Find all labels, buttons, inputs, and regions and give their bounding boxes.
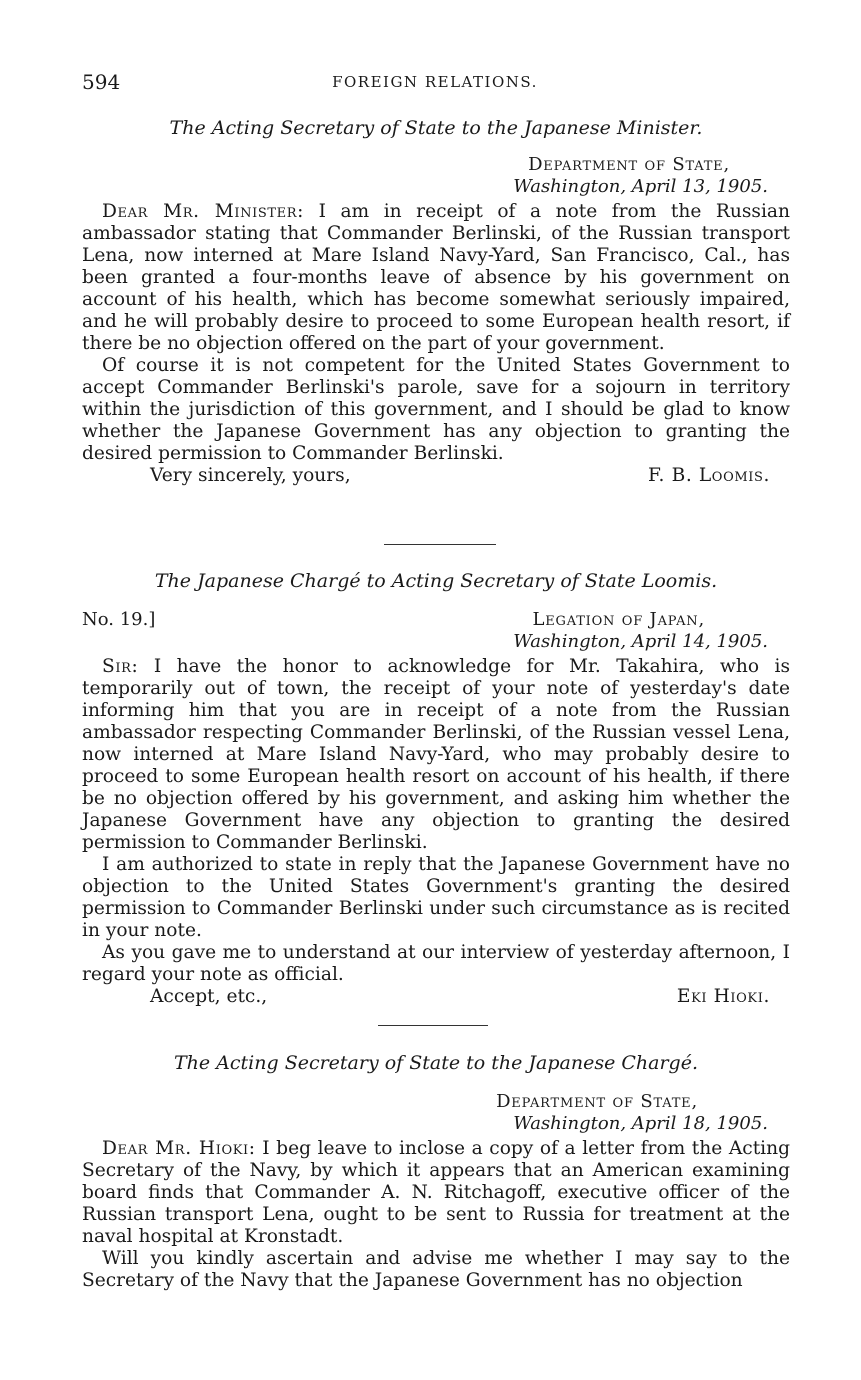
paragraph: Of course it is not competent for the United States Government to accept Commander Berlinski's parole, save for a sojourn in territory within the jurisdiction of this government, and I should be glad to know whether the Japanese Government has any objection to granting the desired permission to Commander Berlinski.: [82, 355, 790, 464]
running-title: FOREIGN RELATIONS.: [332, 73, 538, 91]
sender-line: Department of State,: [528, 154, 730, 175]
date-row: [82, 1113, 790, 1135]
place-date: Washington, April 18, 1905.: [513, 1113, 768, 1134]
date-row: [82, 176, 790, 198]
separator-rule: [384, 544, 496, 545]
paragraph-text: I beg leave to inclose a copy of a letter from the Acting Secretary of the Navy, by which it appears that an American examining board finds that Commander A. N. Ritchagoff, executive officer of the Russian transport Lena, ought to be sent to Russia for treatment at the naval hospital at Kronstadt.: [82, 1138, 790, 1247]
despatch-number: No. 19.]: [82, 609, 156, 630]
letter-heading: The Acting Secretary of State to the Japanese Chargé.: [173, 1052, 698, 1074]
letter-2: [82, 570, 790, 1010]
letter-heading: The Japanese Chargé to Acting Secretary of State Loomis.: [154, 570, 718, 592]
closing-row: [82, 465, 790, 489]
letter-1: [82, 117, 790, 489]
place-date: Washington, April 14, 1905.: [513, 631, 768, 652]
closing-row: [82, 986, 790, 1010]
sender-row: [82, 154, 790, 176]
signature: Eki Hioki.: [676, 986, 770, 1007]
closing: Very sincerely, yours,: [150, 465, 351, 486]
letter-heading: The Acting Secretary of State to the Japanese Minister.: [169, 117, 703, 139]
paragraph: As you gave me to understand at our interview of yesterday afternoon, I regard your note as official.: [82, 942, 790, 985]
paragraph: I am authorized to state in reply that the Japanese Government have no objection to the United States Government's granting the desired permission to Commander Berlinski under such circumstance as is recited in your note.: [82, 854, 790, 941]
date-row: [82, 631, 790, 653]
sender-line: Department of State,: [496, 1091, 698, 1112]
letter-3: [82, 1052, 790, 1292]
paragraph-text: I am in receipt of a note from the Russian ambassador stating that Commander Berlinski, of the Russian transport Lena, now interned at Mare Island Navy-Yard, San Francisco, Cal., has been granted a four-months leave of absence by his government on account of his health, which has become somewhat seriously impaired, and he will probably desire to proceed to some European health resort, if there be no objection offered on the part of your government.: [82, 201, 790, 354]
separator-rule: [378, 1025, 488, 1026]
salutation: Sir:: [102, 656, 139, 677]
sender-line: Legation of Japan,: [532, 609, 705, 630]
paragraph: [82, 656, 790, 854]
running-head: [82, 70, 788, 98]
salutation: Dear Mr. Hioki:: [102, 1138, 256, 1159]
paragraph: [82, 1138, 790, 1248]
paragraph-text: I have the honor to acknowledge for Mr. Takahira, who is temporarily out of town, the receipt of your note of yesterday's date informing him that you are in receipt of a note from the Russian ambassador respecting Commander Berlinski, of the Russian vessel Lena, now interned at Mare Island Navy-Yard, who may probably desire to proceed to some European health resort on account of his health, if there be no objection offered by his government, and asking him whether the Japanese Government have any objection to granting the desired permission to Commander Berlinski.: [82, 656, 790, 853]
salutation: Dear Mr. Minister:: [102, 201, 305, 222]
sender-row: [82, 1091, 790, 1113]
signature: F. B. Loomis.: [647, 465, 770, 486]
paragraph: [82, 201, 790, 355]
place-date: Washington, April 13, 1905.: [513, 176, 768, 197]
page-number: 594: [82, 70, 121, 94]
paragraph: Will you kindly ascertain and advise me whether I may say to the Secretary of the Navy that the Japanese Government has no objection: [82, 1248, 790, 1291]
closing: Accept, etc.,: [150, 986, 268, 1007]
sender-row: [82, 609, 790, 631]
